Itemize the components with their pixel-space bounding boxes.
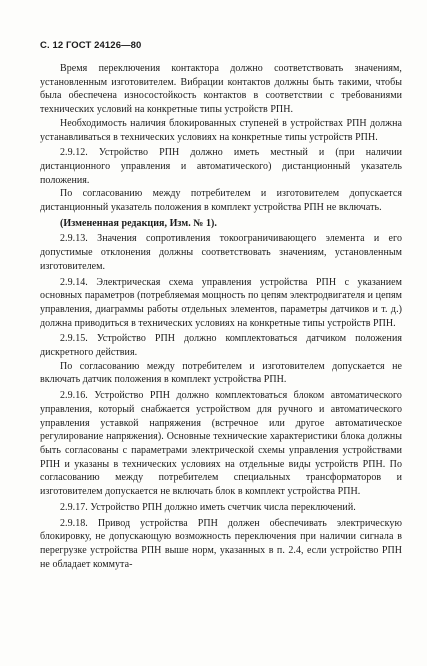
clause-2-9-13: 2.9.13. Значения сопротивления токоограничивающего элемента и его допустимые отклонения должны соответствовать значениям, установленным изготовителем. <box>40 233 402 272</box>
document-body <box>40 62 402 571</box>
clause-2-9-16: 2.9.16. Устройство РПН должно комплектоваться блоком автоматического управления, который снабжается устройством для ручного и автоматического управления уставкой напряжения (встречное или другое автоматическое регулирование напряжения). Основные технические характеристики блока должны быть согласованы с параметрами электрической схемы управления устройствами РПН и указаны в технических условиях на отдельные виды устройств РПН. По согласованию между потребителем специальных трансформаторов и изготовителем допускается не включать блок в комплект устройства РПН. <box>40 390 402 498</box>
clause-2-9-14: 2.9.14. Электрическая схема управления устройства РПН с указанием основных параметров (потребляемая мощность по цепям электродвигателя и цепям управления, диаграммы работы отдельных элементов, параметры датчиков и т. д.) должна приводиться в технических условиях на конкретные типы устройств РПН. <box>40 276 402 329</box>
amendment-note: (Измененная редакция, Изм. № 1). <box>60 217 217 229</box>
paragraph-blocked-steps: Необходимость наличия блокированных ступеней в устройствах РПН должна устанавливаться в технических условиях на конкретные типы устройств РПН. <box>40 117 402 143</box>
page-header: С. 12 ГОСТ 24126—80 <box>40 40 142 51</box>
clause-2-9-17: 2.9.17. Устройство РПН должно иметь счетчик числа переключений. <box>60 501 356 513</box>
clause-2-9-18: 2.9.18. Привод устройства РПН должен обеспечивать электрическую блокировку, не допускающую возможность переключения при наличии сигнала в перегрузке устройства РПН выше норм, указанных в п. 2.4, если устройство РПН не обладает коммута- <box>40 517 402 570</box>
clause-2-9-15: 2.9.15. Устройство РПН должно комплектоваться датчиком положения дискретного действия. <box>40 333 402 359</box>
clause-2-9-12: 2.9.12. Устройство РПН должно иметь местный и (при наличии дистанционного управления и автоматического) дистанционный указатель положения. <box>40 147 402 186</box>
paragraph-sensor-agreement: По согласованию между потребителем и изготовителем допускается не включать датчик положения в комплект устройства РПН. <box>40 360 402 386</box>
paragraph-remote-indicator-agreement: По согласованию между потребителем и изготовителем допускается дистанционный указатель положения в комплект устройства РПН не включать. <box>40 188 402 214</box>
paragraph-contactor-switching: Время переключения контактора должно соответствовать значениям, установленным изготовителем. Вибрации контактов должны быть такими, чтобы была обеспечена износостойкость контактов в соответствии с требованиями технических условий на конкретные типы устройств РПН. <box>40 63 402 116</box>
